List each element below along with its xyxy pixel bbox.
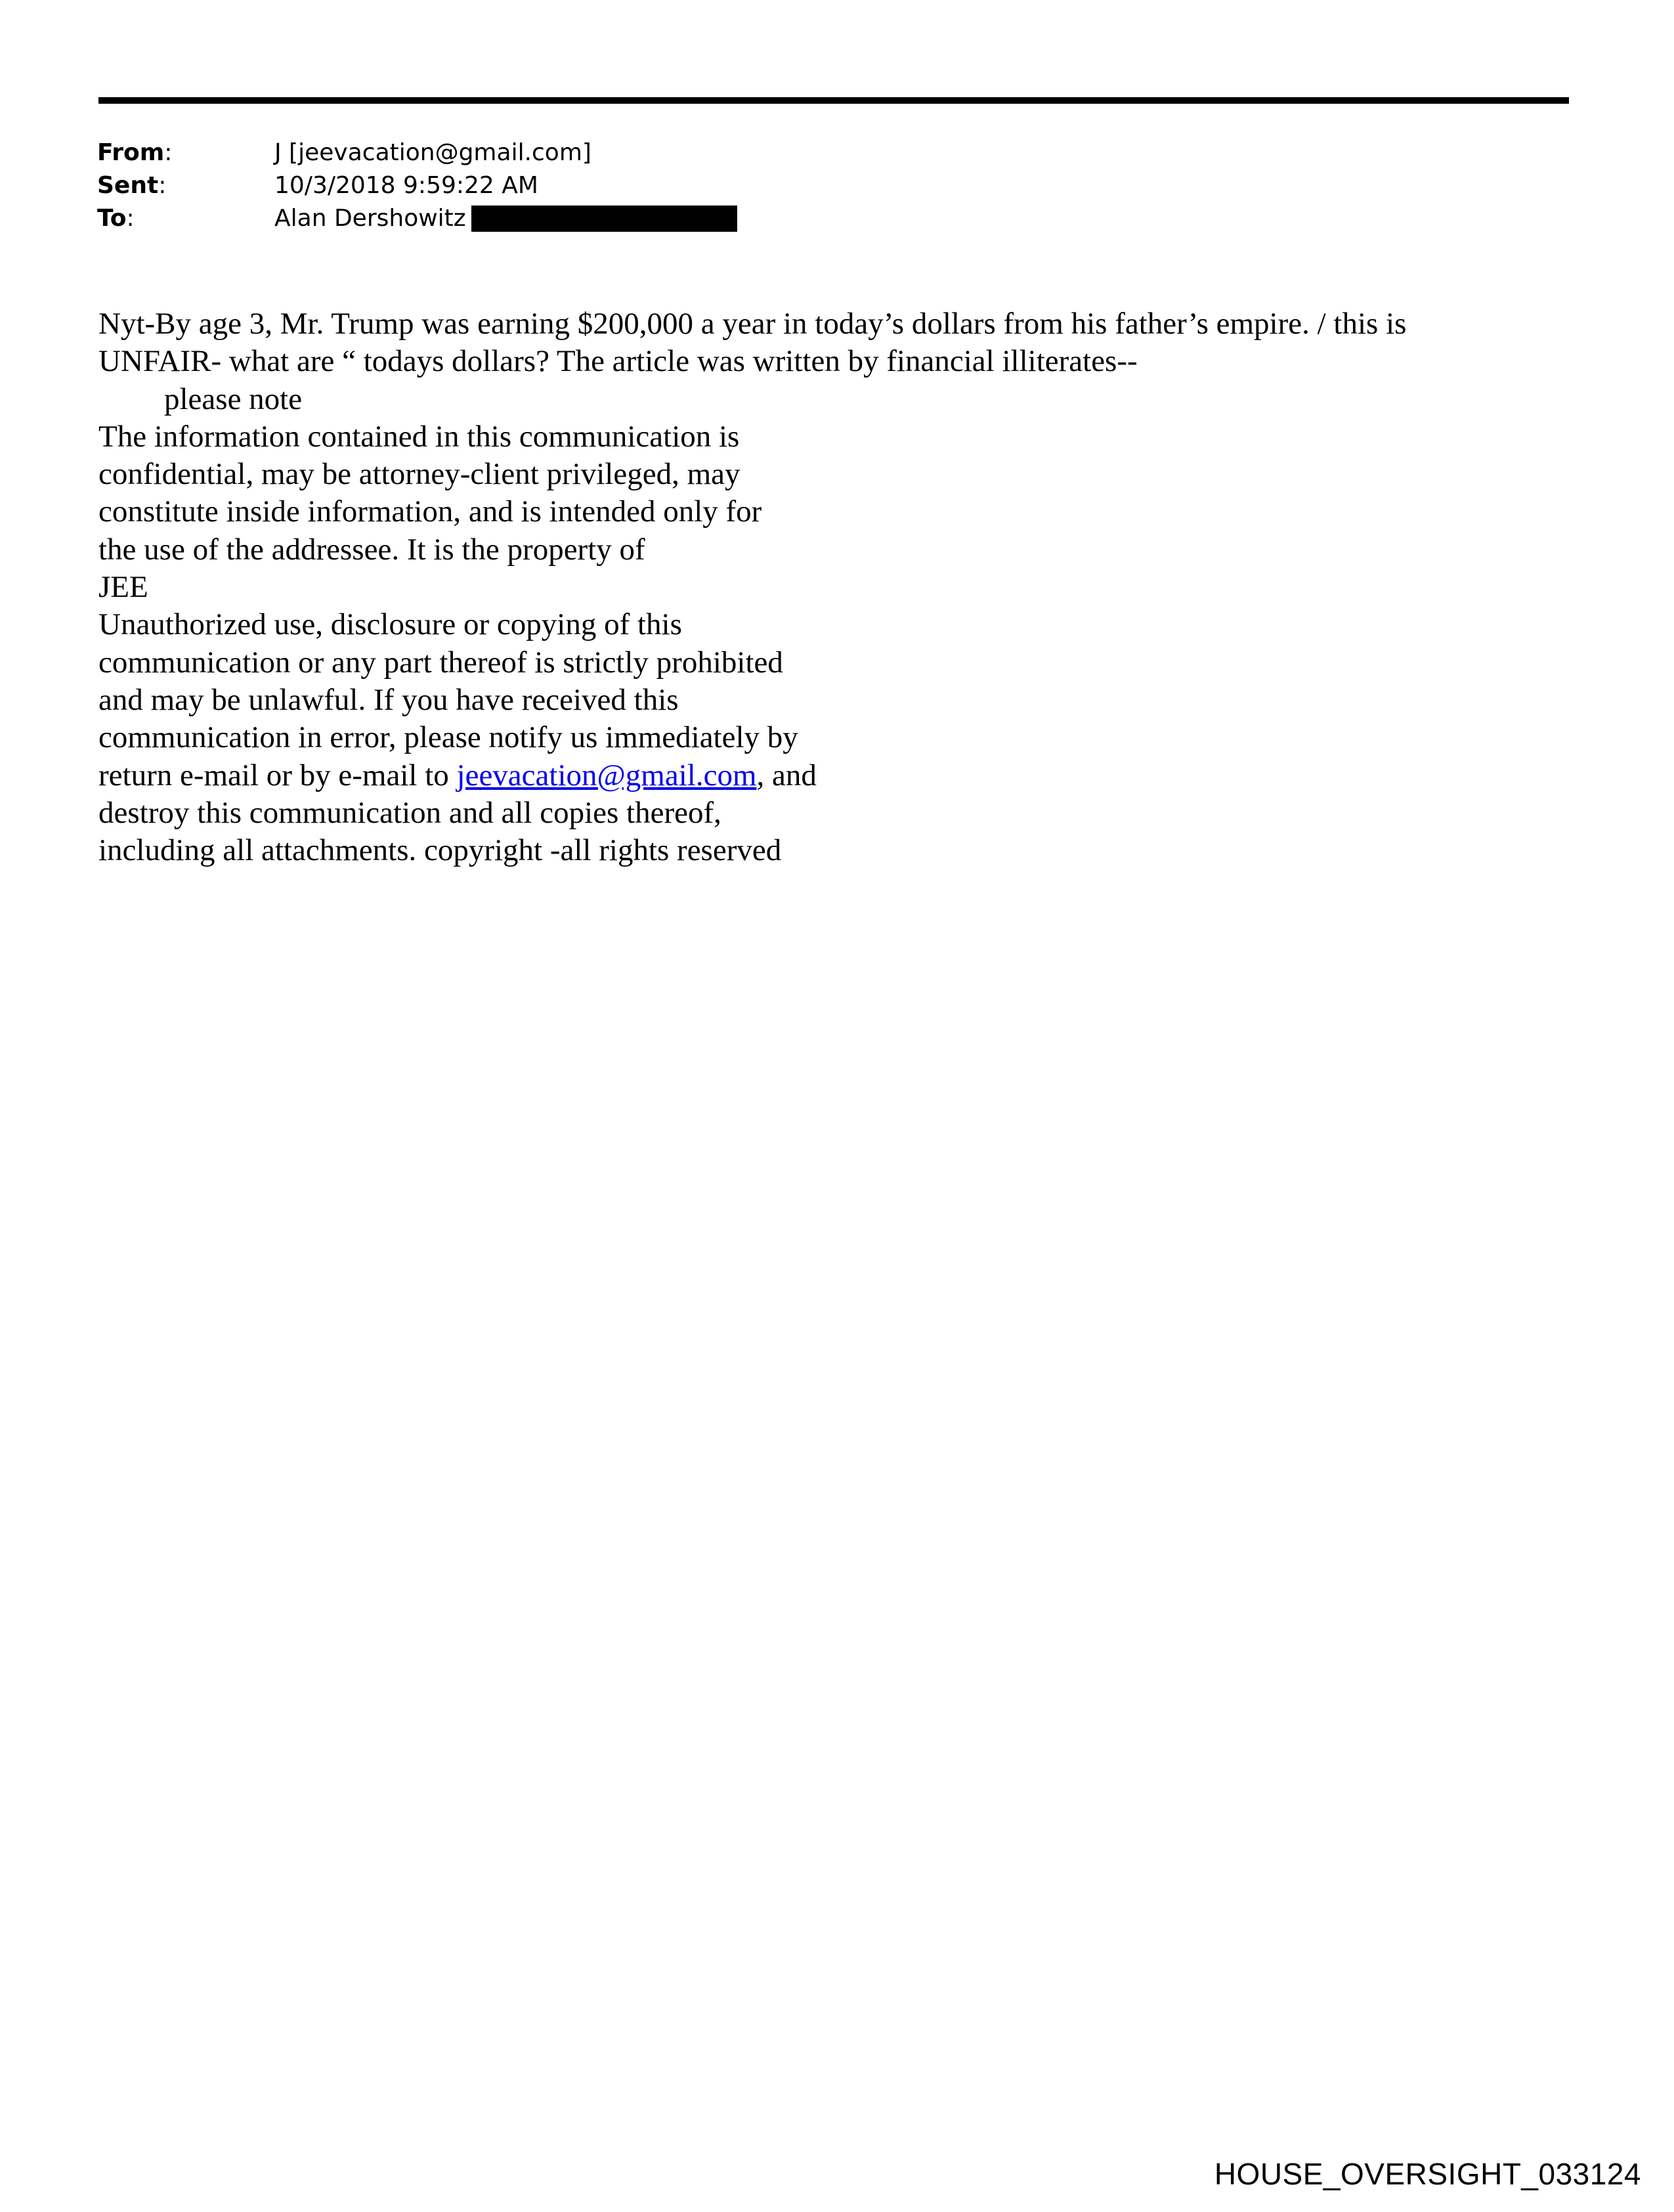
email-header (97, 137, 737, 235)
disclaimer-line: confidential, may be attorney-client privileged, may (98, 457, 740, 492)
disclaimer-line: The information contained in this communication is (98, 419, 740, 454)
disclaimer-line: communication in error, please notify us immediately by (98, 720, 798, 755)
disclaimer-line: and may be unlawful. If you have received this (98, 682, 679, 717)
from-label: From (97, 139, 165, 166)
disclaimer-line: Unauthorized use, disclosure or copying of this (98, 607, 682, 642)
redaction-block (471, 206, 737, 232)
return-suffix: , and (756, 758, 817, 792)
disclaimer-line: destroy this communication and all copies thereof, (98, 795, 721, 830)
from-value: J [jeevacation@gmail.com] (274, 139, 591, 166)
disclaimer-line: communication or any part thereof is strictly prohibited (98, 645, 783, 680)
to-colon: : (126, 205, 135, 232)
to-label: To (97, 205, 127, 232)
from-colon: : (164, 139, 173, 166)
email-link[interactable]: jeevacation@gmail.com (456, 758, 757, 792)
sent-value: 10/3/2018 9:59:22 AM (274, 172, 538, 199)
email-body (98, 305, 1582, 869)
from-row (97, 137, 737, 169)
disclaimer-line: including all attachments. copyright -all rights reserved (98, 833, 782, 868)
body-line: UNFAIR- what are “ todays dollars? The article was written by financial illiterates-- (98, 344, 1138, 379)
to-value: Alan Dershowitz (274, 205, 466, 232)
sent-row (97, 169, 737, 202)
body-line: Nyt-By age 3, Mr. Trump was earning $200,000 a year in today’s dollars from his father’s empire. / this is (98, 307, 1407, 341)
body-line: please note (164, 381, 303, 416)
sent-colon: : (158, 172, 167, 199)
disclaimer-line: JEE (98, 570, 148, 605)
header-divider (98, 97, 1569, 104)
return-prefix: return e-mail or by e-mail to (98, 758, 457, 792)
bates-number: HOUSE_OVERSIGHT_033124 (1214, 2157, 1641, 2191)
sent-label: Sent (97, 172, 159, 199)
disclaimer-line (98, 757, 1582, 794)
to-row (97, 202, 737, 235)
disclaimer-line: the use of the addressee. It is the property of (98, 532, 645, 567)
disclaimer-line: constitute inside information, and is intended only for (98, 494, 762, 529)
